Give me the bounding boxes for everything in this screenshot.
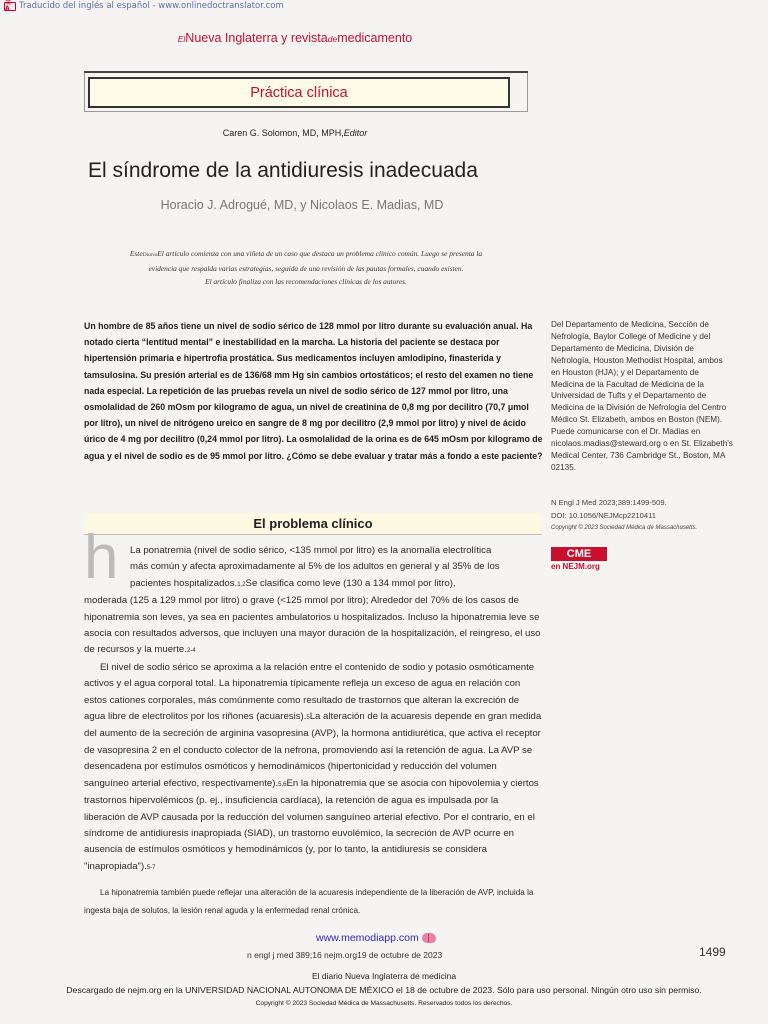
paragraph-1-rest: moderada (125 a 129 mmol por litro) o grave (<125 mmol por litro); Alrededor del 70% de los casos de hiponatremia son leves, ya sea en pacientes ambulatorios u hospitalizados. Incluso la hiponatremia leve se asocia con resultados adversos, que incluyen una mayor duración de la hospitalización, el reingreso, el uso de recursos y la muerte. — [84, 595, 541, 656]
translator-link[interactable]: Traducido del inglés al español - www.onlinedoctranslator.com — [19, 1, 284, 11]
journal-header — [0, 31, 590, 45]
paragraph-1-line-3-cont: Se clasifica como leve (130 a 134 mmol por litro), — [245, 577, 456, 589]
paragraph-1-line-3-text: pacientes hospitalizados. — [130, 577, 238, 589]
paragraph-1-line-3 — [84, 576, 542, 593]
memodi-link[interactable] — [316, 932, 436, 944]
reference-marker: 5-7 — [146, 864, 156, 871]
brain-icon — [422, 933, 436, 943]
case-vignette: Un hombre de 85 años tiene un nivel de sodio sérico de 128 mmol por litro durante su evaluación anual. Ha notado cierta “lentitud mental” e inestabilidad en la marcha. La historia del paciente se destaca por hipertensión primaria e hipertrofia prostática. Sus medicamentos incluyen amlodipino, finasterida y tamsulosina. Su presión arterial es de 136/68 mm Hg sin cambios ortostáticos; el resto del examen no tiene nada especial. La repetición de las pruebas revela un nivel de sodio sérico de 127 mmol por litro, una osmolalidad de 260 mOsm por kilogramo de agua, un nivel de creatinina de 0,8 mg por decilitro (70,7 μmol por litro), un nivel de nitrógeno ureico en sangre de 8 mg por decilitro (2,9 mmol por litro) y nivel de ácido úrico de 4 mg por decilitro (0,24 mmol por litro). La osmolalidad de la orina es de 645 mOsm por kilogramo de agua y el nivel de sodio es de 95 mmol por litro. ¿Cómo se debe evaluar y tratar más a fondo a este paciente? — [84, 321, 543, 461]
section-label: Práctica clínica — [88, 77, 510, 108]
footer-journal: El diario Nueva Inglaterra de medicina — [311, 971, 457, 981]
paragraph-3: La hiponatremia también puede reflejar una alteración de la acuaresis independiente de la liberación de AVP, incluida la ingesta baja de solutos, la lesión renal aguda y la enfermedad renal crónica. — [84, 888, 534, 915]
cme-label[interactable]: CME — [551, 547, 607, 561]
editor-role: Editor — [343, 128, 368, 138]
citation-copyright: Copyright © 2023 Sociedad Médica de Massachusetts. — [551, 525, 698, 531]
author-affiliations: Del Departamento de Medicina, Sección de Nefrología, Baylor College of Medicine y del Departamento de Medicina, División de Nefrología, Houston Methodist Hospital, ambos en Houston (HJA); y el Departamento de Medicina de la Facultad de Medicina de la Universidad de Tufts y el Departamento de Medicina de la División de Nefrología del Centro Médico St. Elizabeth, ambos en Boston (NEM). Puede comunicarse con el Dr. Madias en nicolaos.madias@steward.org o en St. Elizabeth's Medical Center, 736 Cambridge St., Boston, MA 02135. — [551, 320, 733, 472]
memodi-link-text[interactable]: www.memodiapp.com — [316, 932, 419, 944]
page-number: 1499 — [699, 945, 726, 959]
paragraph-2-part3: En la hiponatremia que se asocia con hipovolemia y ciertos trastornos hipervolémicos (p. ej., insuficiencia cardíaca), la retención de agua es impulsada por la liberación de AVP causada por la reducción del volumen sanguíneo arterial efectivo. Por el contrario, en el síndrome de antidiuresis inapropiada (SIAD), un trastorno euvolémico, la secreción de AVP ocurre en ausencia de estímulos osmóticos y hemodinámicos (y, por lo tanto, la antidiuresis se considera "inapropiada"). — [84, 777, 539, 872]
journal-reference: n engl j med 389;16 nejm.org19 de octubre de 2023 — [247, 950, 443, 960]
reference-marker: 5,6 — [278, 781, 287, 788]
intro-note-line1 — [88, 247, 524, 262]
authors: Horacio J. Adrogué, MD, y Nicolaos E. Madias, MD — [160, 198, 444, 212]
footer-copyright: Copyright © 2023 Sociedad Médica de Massachusetts. Reservados todos los derechos. — [255, 1000, 513, 1007]
paragraph-1-line-2: más común y afecta aproximadamente al 5% de los adultos en general y al 35% de los — [130, 561, 500, 573]
drop-cap: h — [84, 523, 119, 592]
journal-header-middle: de — [327, 34, 338, 44]
citation-block — [551, 497, 741, 535]
problem-heading: El problema clínico — [84, 513, 542, 535]
article-title: El síndrome de la antidiuresis inadecuada — [88, 159, 478, 182]
article-body — [84, 543, 542, 876]
editor-name: Caren G. Solomon, MD, MPH, — [222, 128, 344, 138]
reference-marker: 1,2 — [237, 581, 246, 588]
cme-sub[interactable]: en NEJM.org — [551, 562, 600, 571]
journal-header-part2: medicamento — [337, 31, 413, 45]
intro-note-line2: evidencia que respalda varias estrategias, seguida de una revisión de las pautas formales, cuando existen. — [148, 264, 464, 273]
footer-download-notice: Descargado de nejm.org en la UNIVERSIDAD NACIONAL AUTONOMA DE MÉXICO el 18 de octubre de 2023. Sólo para uso personal. Ningún otro uso sin permiso. — [66, 985, 702, 995]
cme-badge[interactable] — [551, 547, 607, 571]
citation-ref: N Engl J Med 2023;389:1499-509. — [551, 498, 667, 507]
paragraph-2-part2: La alteración de la acuaresis depende en gran medida del aumento de la secreción de arginina vasopresina (AVP), la hormona antidiurética, que activa el receptor de vasopresina 2 en el conducto colector de la nefrona, promoviendo así la retención de agua. La AVP se desencadena por estímulos osmóticos y hemodinámicos (hipertonicidad y reducción del volumen sanguíneo arterial efectivo, respectivamente). — [84, 711, 542, 789]
intro-note-lead: Este — [129, 249, 143, 258]
journal-header-part1: Nueva Inglaterra y revista — [185, 31, 328, 45]
paragraph-1 — [84, 543, 542, 660]
paragraph-2 — [84, 660, 542, 876]
citation-doi[interactable]: DOI: 10.1056/NEJMcp2210411 — [551, 510, 656, 520]
journal-header-prefix: El — [177, 34, 186, 44]
intro-note-small: Diario — [142, 252, 158, 258]
translate-icon: 文A — [4, 2, 16, 11]
paragraph-2-part1: El nivel de sodio sérico se aproxima a la relación entre el contenido de sodio y potasio osmóticamente activos y el agua corporal total. La hiponatremia típicamente refleja un exceso de agua en relación con estos cationes corporales, más comúnmente como resultado de trastornos que alteran la excreción de agua libre de electrolitos por los riñones (acuaresis). — [84, 661, 535, 723]
editor-line — [0, 128, 590, 138]
intro-note-text1: El artículo comienza con una viñeta de un caso que destaca un problema clínico común. Luego se presenta la — [157, 249, 483, 258]
reference-marker: 2-4 — [186, 648, 196, 655]
translator-bar — [4, 0, 284, 12]
intro-note-line3: El artículo finaliza con las recomendaciones clínicas de los autores. — [205, 277, 407, 286]
intro-note — [88, 247, 524, 288]
reference-marker: 5 — [306, 715, 310, 722]
paragraph-1-line-1: La ponatremia (nivel de sodio sérico, <135 mmol por litro) es la anomalía electrolítica — [130, 545, 492, 556]
